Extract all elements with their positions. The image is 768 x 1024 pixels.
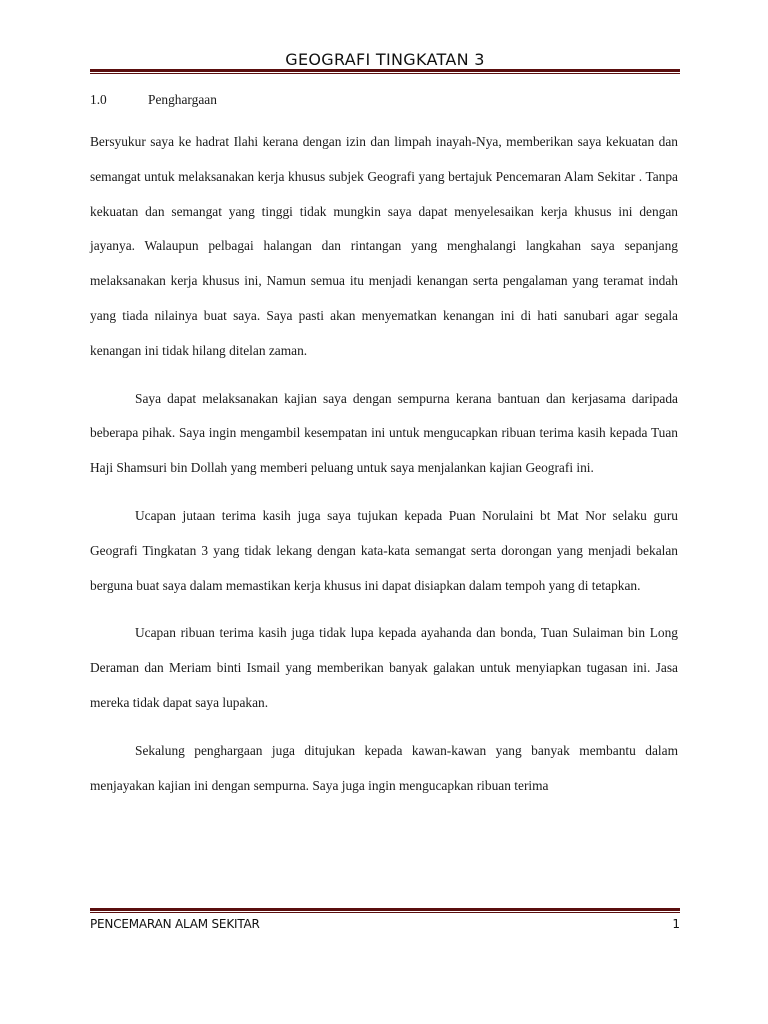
paragraph-5: Sekalung penghargaan juga ditujukan kepada kawan-kawan yang banyak membantu dalam menjayakan kajian ini dengan sempurna. Saya juga ingin mengucapkan ribuan terima	[90, 742, 678, 793]
section-number: 1.0	[90, 92, 107, 107]
paragraph-4: Ucapan ribuan terima kasih juga tidak lupa kepada ayahanda dan bonda, Tuan Sulaiman bin Long Deraman dan Meriam binti Ismail yang memberikan banyak galakan untuk menyiapkan tugasan ini. Jasa mereka tidak dapat saya lupakan.	[90, 625, 678, 710]
page-header-title: GEOGRAFI TINGKATAN 3	[285, 50, 485, 69]
footer-title: PENCEMARAN ALAM SEKITAR	[90, 917, 260, 931]
header-divider	[90, 69, 680, 74]
section-heading	[90, 90, 678, 110]
page-number: 1	[672, 917, 680, 931]
page-footer	[90, 917, 680, 933]
footer-divider	[90, 908, 680, 913]
document-body	[90, 90, 678, 816]
paragraph-3: Ucapan jutaan terima kasih juga saya tujukan kepada Puan Norulaini bt Mat Nor selaku guru Geografi Tingkatan 3 yang tidak lekang dengan kata-kata semangat serta dorongan yang menjadi bekalan berguna buat saya dalam memastikan kerja khusus ini dapat disiapkan dalam tempoh yang di tetapkan.	[90, 507, 678, 593]
paragraph-1: Bersyukur saya ke hadrat Ilahi kerana dengan izin dan limpah inayah-Nya, memberikan saya kekuatan dan semangat untuk melaksanakan kerja khusus subjek Geografi yang bertajuk Pencemaran Alam Sekitar . Tanpa kekuatan dan semangat yang tinggi tidak mungkin saya dapat menyelesaikan kerja khusus ini dengan jayanya. Walaupun pelbagai halangan dan rintangan yang menghalangi langkahan saya sepanjang melaksanakan kerja khusus ini, Namun semua itu menjadi kenangan serta pengalaman yang teramat indah yang tiada nilainya buat saya. Saya pasti akan menyematkan kenangan ini di hati sanubari agar segala kenangan ini tidak hilang ditelan zaman.	[90, 134, 678, 358]
section-title: Penghargaan	[148, 92, 217, 107]
paragraph-2: Saya dapat melaksanakan kajian saya dengan sempurna kerana bantuan dan kerjasama daripada beberapa pihak. Saya ingin mengambil kesempatan ini untuk mengucapkan ribuan terima kasih kepada Tuan Haji Shamsuri bin Dollah yang memberi peluang untuk saya menjalankan kajian Geografi ini.	[90, 390, 678, 476]
